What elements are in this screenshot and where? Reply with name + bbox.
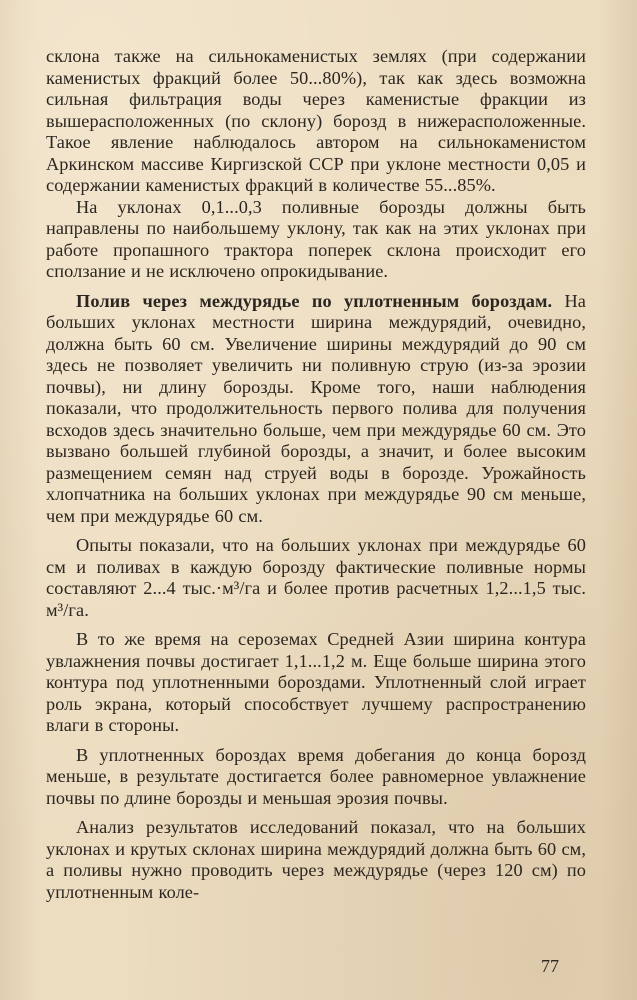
paragraph-3 bbox=[46, 291, 586, 528]
paragraph-6: В уплотненных бороздах время добегания до конца борозд меньше, в результате достигается более равномерное увлажнение почвы по длине борозды и меньшая эрозия почвы. bbox=[46, 744, 586, 808]
paragraph-5: В то же время на сероземах Средней Азии ширина контура увлажнения почвы достигает 1,1...1,2 м. Еще больше ширина этого контура под уплотненными бороздами. Уплотненный слой играет роль экрана, который способствует лучшему распространению влаги в стороны. bbox=[46, 629, 586, 735]
page-body bbox=[46, 46, 586, 903]
paragraph-4: Опыты показали, что на больших уклонах при междурядье 60 см и поливах в каждую борозду фактические поливные нормы составляют 2...4 тыс.·м³/га и более против расчетных 1,2...1,5 тыс. м³/га. bbox=[46, 535, 586, 620]
paragraph-3-text: На больших уклонах местности ширина междурядий, очевидно, должна быть 60 см. Увеличение ширины междурядий до 90 см здесь не позволяет увеличить ни поливную струю (из-за эрозии почвы), ни длину борозды. Кроме того, наши наблюдения показали, что продолжительность первого полива для получения всходов здесь значительно больше, чем при междурядье 60 см. Это вызвано большей глубиной борозды, а значит, и более высоким размещением семян над струей воды в борозде. Урожайность хлопчатника на больших уклонах при междурядье 90 см меньше, чем при междурядье 60 см. bbox=[46, 290, 586, 526]
paragraph-1: склона также на сильнокаменистых землях (при содержании каменистых фракций более 50...80%), так как здесь возможна сильная фильтрация воды через каменистые фракции из вышерасположенных (по склону) борозд в нижерасположенные. Такое явление наблюдалось автором на сильнокаменистом Аркинском массиве Киргизской ССР при уклоне местности 0,05 и содержании каменистых фракций в количестве 55...85%. bbox=[46, 46, 586, 195]
paragraph-2: На уклонах 0,1...0,3 поливные борозды должны быть направлены по наибольшему уклону, так как на этих уклонах при работе пропашного трактора поперек склона происходит его сползание и не исключено опрокидывание. bbox=[46, 196, 586, 281]
page-number: 77 bbox=[541, 956, 559, 976]
section-heading: Полив через междурядье по уплотненным бороздам. bbox=[76, 290, 553, 311]
paragraph-7: Анализ результатов исследований показал, что на больших уклонах и крутых склонах ширина междурядий должна быть 60 см, а поливы нужно проводить через междурядье (через 120 см) по уплотненным коле- bbox=[46, 817, 586, 902]
